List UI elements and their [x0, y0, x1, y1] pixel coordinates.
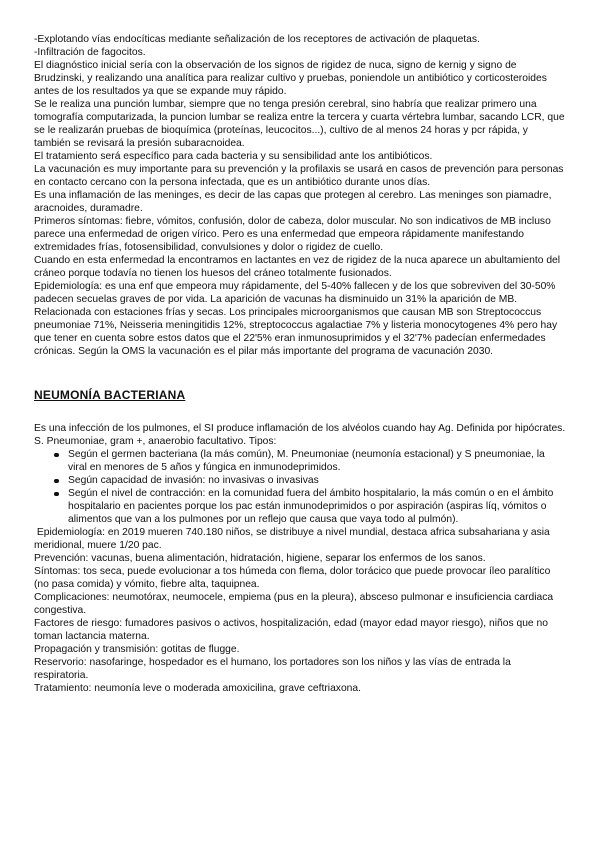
list-item	[68, 474, 566, 487]
paragraph-first-symptoms: Primeros síntomas: fiebre, vómitos, confusión, dolor de cabeza, dolor muscular. No son indicativos de MB incluso parece una enfermedad de origen vírico. Pero es una enfermedad que empeora rápidamente manifestando extremidades frías, fotosensibilidad, convulsiones y dolor o rigidez de cuello.	[34, 216, 551, 253]
paragraph-phagocytes: -Infiltración de fagocitos.	[34, 47, 146, 58]
bullet-icon	[54, 492, 59, 497]
bullet-icon	[54, 479, 59, 484]
list-item-text: Según el nivel de contracción: en la comunidad fuera del ámbito hospitalario, la más común o en el ámbito hospitalario en pacientes porque los pac están inmunodeprimidos o por aspiración (aspiras líq, vómitos o alimentos que van a los pulmones por un reflejo que causa que vaya todo al pulmón).	[68, 488, 554, 525]
paragraph-meninges: Es una inflamación de las meninges, es decir de las capas que protegen al cerebro. Las meninges son piamadre, aracnoides, duramadre.	[34, 190, 552, 214]
paragraph-infants: Cuando en esta enfermedad la encontramos en lactantes en vez de rigidez de la nuca aparece un abultamiento del cráneo porque todavía no tienen los huesos del cráneo totalmente fusionados.	[34, 255, 561, 279]
paragraph-epidemiology-mb: Epidemiología: es una enf que empeora muy rápidamente, del 5-40% fallecen y de los que sobreviven del 30-50% padecen secuelas graves de por vida. La aparición de vacunas ha disminuido un 31% la aparición de MB. Relacionada con estaciones frías y secas. Los principales microorganismos que causan MB son Streptococcus pneumoniae 71%, Neisseria meningitidis 12%, streptococcus agalactiae 7% y listeria monocytogenes 4% pero hay que tener en cuenta sobre estos datos que el 22'5% eran inmunosuprimidos y el 32'7% padecían enfermedades crónicas. Según la OMS la vacunación es el pilar más importante del programa de vacunación 2030.	[34, 281, 558, 357]
document-page	[34, 33, 566, 695]
types-list	[34, 448, 566, 526]
paragraph-treatment: El tratamiento será específico para cada bacteria y su sensibilidad ante los antibióticos.	[34, 151, 433, 162]
list-item-text: Según capacidad de invasión: no invasivas o invasivas	[68, 475, 319, 486]
paragraph-lumbar-puncture: Se le realiza una punción lumbar, siempre que no tenga presión cerebral, sino habría que realizar primero una tomografía computarizada, la puncion lumbar se realiza entre la tercera y cuarta vértebra lumbar, sacando LCR, que se le realizarán pruebas de bioquímica (proteínas, leucocitos...), cultivo de al menos 24 horas y pcr rápida, y también se revisará la presión subaracnoidea.	[34, 99, 565, 149]
paragraph-prevention: Prevención: vacunas, buena alimentación, hidratación, higiene, separar los enfermos de los sanos.	[34, 553, 486, 564]
paragraph-platelet-receptors: -Explotando vías endocíticas mediante señalización de los receptores de activación de plaquetas.	[34, 34, 480, 45]
paragraph-vaccination: La vacunación es muy importante para su prevención y la profilaxis se usará en casos de prevención para personas en contacto cercano con la persona infectada, que es un antibiótico durante unos días.	[34, 164, 564, 188]
bullet-icon	[54, 453, 59, 458]
paragraph-epidemiology-pneumonia: Epidemiología: en 2019 mueren 740.180 niños, se distribuye a nivel mundial, destaca africa subsahariana y asia meridional, muere 1/20 pac.	[34, 527, 553, 551]
paragraph-reservoir: Reservorio: nasofaringe, hospedador es el humano, los portadores son los niños y las vías de entrada la respiratoria.	[34, 657, 511, 681]
paragraph-diagnosis: El diagnóstico inicial sería con la observación de los signos de rigidez de nuca, signo de kernig y signo de Brudzinski, y realizando una analítica para realizar cultivo y pruebas, poniendole un antibiótico y corticosteroides antes de los resultados ya que se expande muy rápido.	[34, 60, 547, 97]
paragraph-transmission: Propagación y transmisión: gotitas de flugge.	[34, 644, 240, 655]
paragraph-pneumonia-intro: Es una infección de los pulmones, el SI produce inflamación de los alvéolos cuando hay Ag. Definida por hipócrates. S. Pneumoniae, gram +, anaerobio facultativo. Tipos:	[34, 423, 566, 447]
section-title: NEUMONÍA BACTERIANA	[34, 388, 186, 402]
paragraph-risk-factors: Factores de riesgo: fumadores pasivos o activos, hospitalización, edad (mayor edad mayor riesgo), niños que no toman lactancia materna.	[34, 618, 548, 642]
paragraph-pneumonia-treatment: Tratamiento: neumonía leve o moderada amoxicilina, grave ceftriaxona.	[34, 683, 362, 694]
list-item-text: Según el germen bacteriana (la más común), M. Pneumoniae (neumonía estacional) y S pneumoniae, la viral en menores de 5 años y fúngica en inmunodeprimidos.	[68, 449, 545, 473]
list-item	[68, 487, 566, 526]
paragraph-symptoms: Síntomas: tos seca, puede evolucionar a tos húmeda con flema, dolor torácico que puede provocar íleo paralítico (no pasa comida) y vómito, fiebre alta, taquipnea.	[34, 566, 551, 590]
list-item	[68, 448, 566, 474]
paragraph-complications: Complicaciones: neumotórax, neumocele, empiema (pus en la pleura), absceso pulmonar e insuficiencia cardiaca congestiva.	[34, 592, 554, 616]
